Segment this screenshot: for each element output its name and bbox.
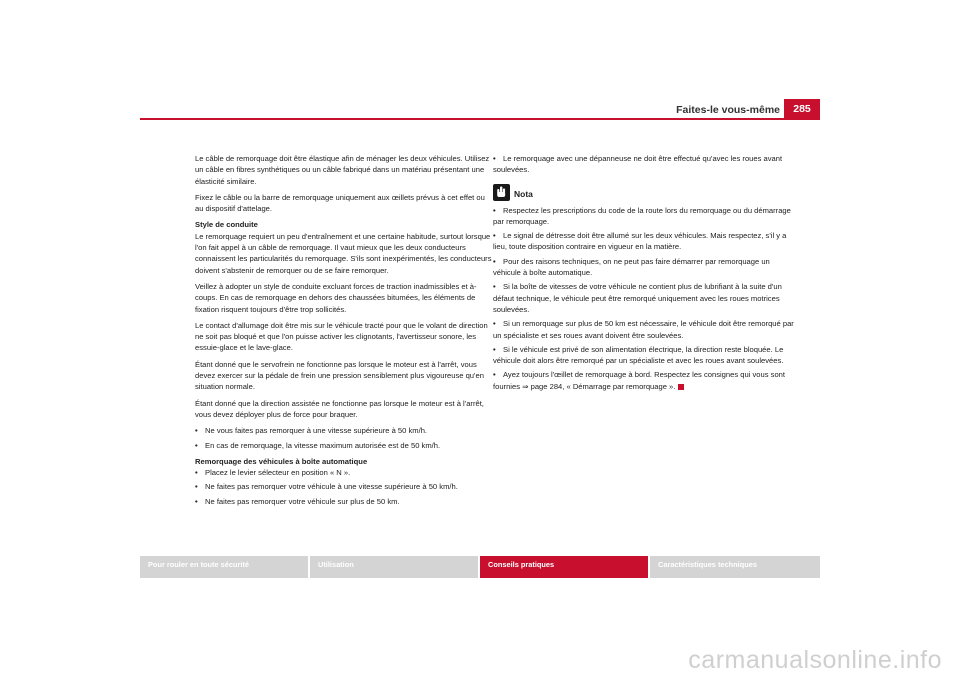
paragraph: Le remorquage requiert un peu d'entraînement et une certaine habitude, surtout lorsque l'on fait appel à un câble de remorquage. Il vaut mieux que les deux conducteurs connaissent les particularités du remorquage. S'ils sont inexpérimentés, les conducteurs doivent s'abstenir de remorquer ou de se faire remorquer. — [195, 231, 492, 275]
watermark: carmanualsonline.info — [688, 646, 942, 674]
list-item: • Si un remorquage sur plus de 50 km est nécessaire, le véhicule doit être remorqué par un spécialiste et ses roues avant doivent être soulevées. — [493, 319, 794, 340]
section-heading: Style de conduite — [195, 220, 258, 230]
bullet-list — [195, 467, 495, 507]
paragraph: Étant donné que le servofrein ne fonctionne pas lorsque le moteur est à l'arrêt, vous devez exercer sur la pédale de frein une pression sensiblement plus vigoureuse qu'en situation normale. — [195, 359, 484, 392]
paragraph: Fixez le câble ou la barre de remorquage uniquement aux œillets prévus à cet effet ou au dispositif d'attelage. — [195, 192, 485, 214]
bullet-list — [195, 425, 495, 451]
footer-tab-utilisation[interactable]: Utilisation — [310, 556, 478, 578]
paragraph: Le contact d'allumage doit être mis sur le véhicule tracté pour que le volant de direction ne soit pas bloqué et que l'on puisse activer les clignotants, l'avertisseur sonore, les essuie-glace et le lave-glace. — [195, 320, 488, 353]
section-heading: Remorquage des véhicules à boîte automatique — [195, 456, 368, 466]
list-item: • Le signal de détresse doit être allumé sur les deux véhicules. Mais respectez, s'il y a lieu, toute disposition contraire en vigueur en la matière. — [493, 231, 787, 252]
paragraph: Étant donné que la direction assistée ne fonctionne pas lorsque le moteur est à l'arrêt, vous devez déployer plus de force pour braquer. — [195, 398, 484, 419]
list-item: • Ne faites pas remorquer votre véhicule à une vitesse supérieure à 50 km/h. — [195, 482, 458, 492]
list-item: • En cas de remorquage, la vitesse maximum autorisée est de 50 km/h. — [195, 440, 441, 450]
list-item: • Si le véhicule est privé de son alimentation électrique, la direction reste bloquée. Le véhicule doit alors être remorqué par un spécialiste et avec les roues avant soulevées. — [493, 344, 784, 366]
list-item: • Ne vous faites pas remorquer à une vitesse supérieure à 50 km/h. — [195, 426, 428, 436]
header-divider — [140, 118, 820, 120]
list-item: • Ayez toujours l'œillet de remorquage à bord. Respectez les consignes qui vous sont fournies ⇒ page 284, « Démarrage par remorquage ». — [493, 370, 786, 391]
page-number-badge: 285 — [784, 99, 820, 119]
paragraph: Le câble de remorquage doit être élastique afin de ménager les deux véhicules. Utilisez un câble en fibres synthétiques ou un câble fabriqué dans un matériau présentant une élasticité similaire. — [195, 154, 490, 186]
footer-tab-securite[interactable]: Pour rouler en toute sécurité — [140, 556, 308, 578]
right-column — [493, 153, 798, 395]
list-item: • Pour des raisons techniques, on ne peut pas faire démarrer par remorquage un véhicule à boîte automatique. — [493, 256, 770, 278]
red-square-icon — [678, 384, 684, 390]
list-item: • Respectez les prescriptions du code de la route lors du remorquage ou du démarrage par remorquage. — [493, 205, 791, 226]
nota-list — [493, 205, 798, 392]
list-item: • Placez le levier sélecteur en position « N ». — [195, 468, 351, 478]
footer-tab-caracteristiques[interactable]: Caractéristiques techniques — [650, 556, 820, 578]
paragraph: Veillez à adopter un style de conduite excluant forces de traction inadmissibles et à-coups. En cas de remorquage en dehors des chaussées bitumées, les éléments de fixation risquent toujours d'être trop sollicités. — [195, 281, 477, 314]
list-item: • Si la boîte de vitesses de votre véhicule ne contient plus de lubrifiant à la suite d'un défaut technique, le véhicule peut être remorqué uniquement avec les roues motrices soulevées. — [493, 282, 782, 314]
nota-heading — [493, 184, 798, 201]
info-hand-icon — [493, 184, 510, 201]
list-item: • Ne faites pas remorquer votre véhicule sur plus de 50 km. — [195, 496, 400, 506]
nota-label: Nota — [514, 189, 533, 200]
left-column — [195, 153, 495, 510]
list-item: • Le remorquage avec une dépanneuse ne doit être effectué qu'avec les roues avant soulevées. — [493, 154, 783, 175]
footer-tab-conseils-pratiques[interactable]: Conseils pratiques — [480, 556, 648, 578]
header-title: Faites-le vous-même — [676, 104, 780, 116]
